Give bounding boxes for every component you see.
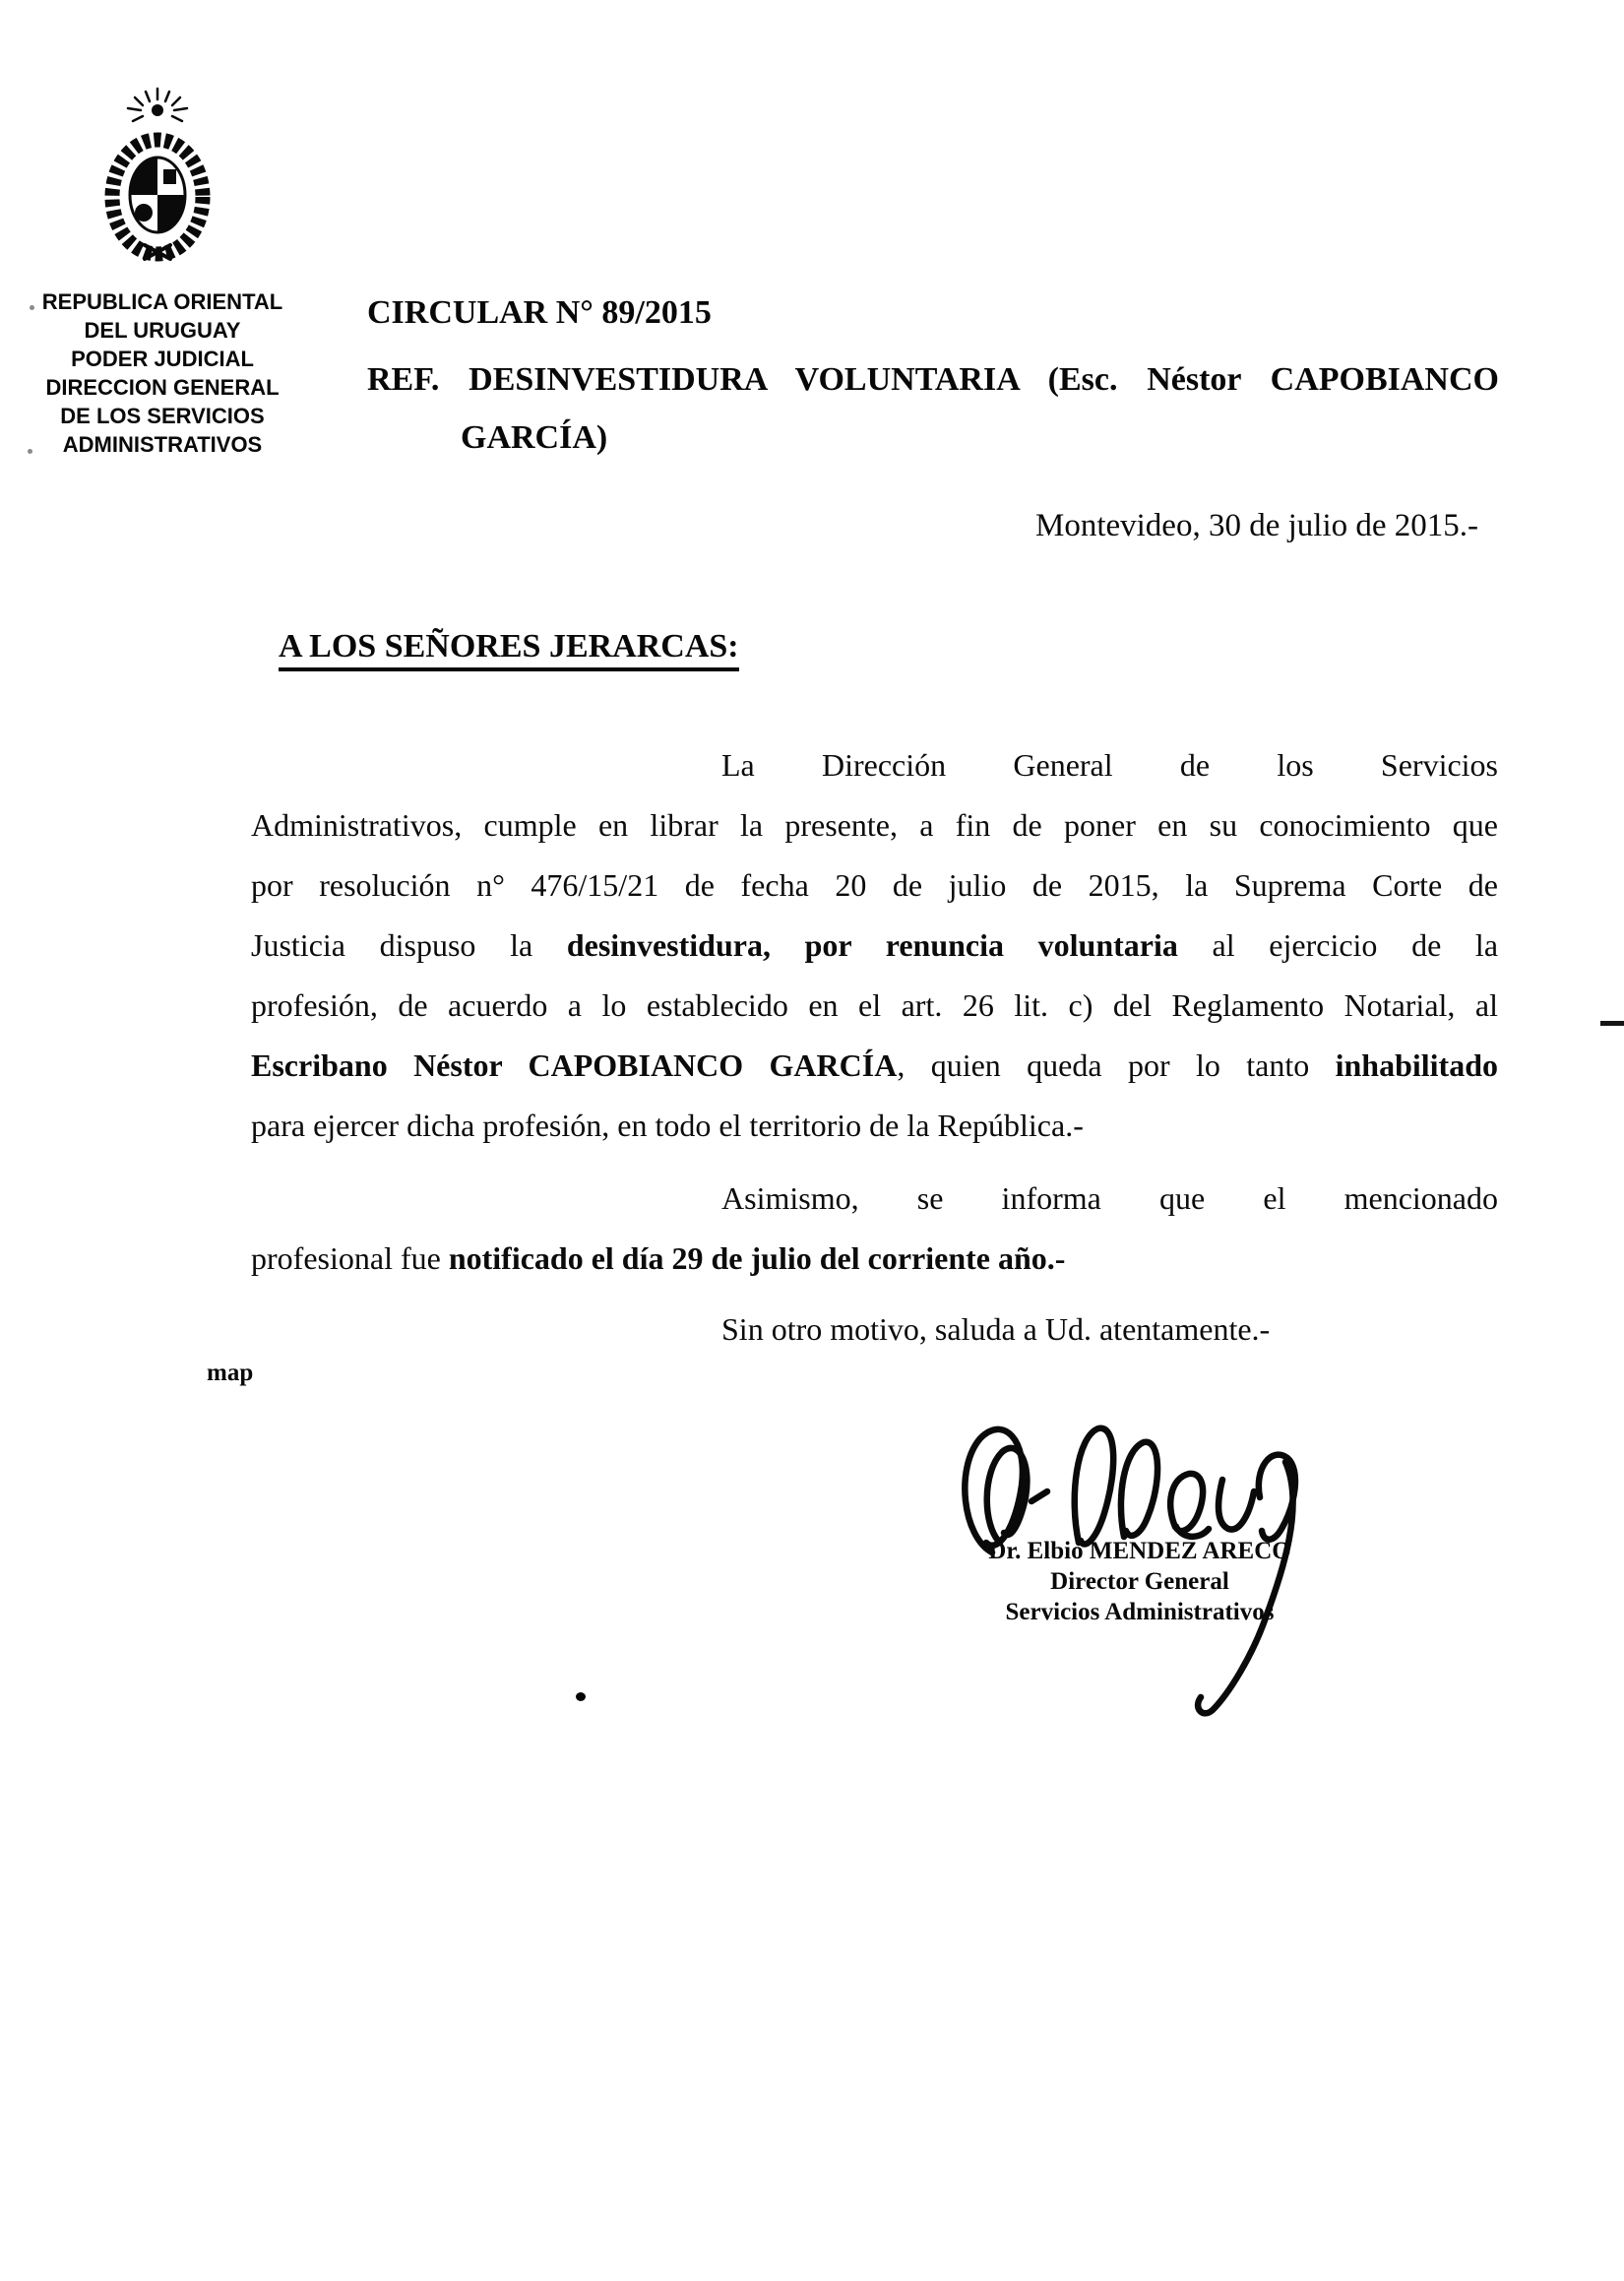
body-run: profesional fue [251, 1240, 449, 1276]
circular-number: CIRCULAR N° 89/2015 [367, 294, 712, 331]
body-line [251, 735, 1498, 795]
body-run-bold: inhabilitado [1335, 1047, 1498, 1083]
body-run: para ejercer dicha profesión, en todo el territorio de la República.- [251, 1108, 1084, 1143]
salutation [279, 628, 739, 665]
letterhead-org-line: DIRECCION GENERAL [45, 375, 280, 400]
body-run-bold: desinvestidura, por renuncia voluntaria [566, 927, 1178, 963]
body-run-bold: notificado el día 29 de julio del corriente año.- [448, 1240, 1066, 1276]
body-paragraph [251, 1169, 1498, 1289]
scan-artifact-dot [576, 1692, 586, 1701]
body-line [251, 1229, 1498, 1289]
reference-line-1: REF. DESINVESTIDURA VOLUNTARIA (Esc. Néstor CAPOBIANCO [367, 361, 1499, 398]
body-line [251, 795, 1498, 855]
scan-speck [30, 305, 34, 310]
scan-artifact-dash [1600, 1021, 1624, 1026]
letterhead-org-line: PODER JUDICIAL [71, 347, 254, 371]
body-run: Sin otro motivo, saluda a Ud. atentamente.- [721, 1311, 1271, 1347]
body-line [251, 916, 1498, 976]
handwritten-signature [935, 1403, 1358, 1728]
letterhead-org-line: REPUBLICA ORIENTAL [41, 289, 283, 314]
body-run: Justicia dispuso la [251, 927, 567, 963]
body-run-bold: Escribano Néstor CAPOBIANCO GARCÍA [251, 1047, 898, 1083]
letterhead-org [20, 287, 305, 459]
signatory-office: Servicios Administrativos [1005, 1599, 1275, 1625]
dateline: Montevideo, 30 de julio de 2015.- [1034, 508, 1478, 543]
body-run: Asimismo, se informa que el mencionado [721, 1180, 1498, 1216]
letterhead-org-line: DEL URUGUAY [84, 318, 241, 343]
scan-speck [28, 449, 32, 454]
reference-line-2: GARCÍA) [461, 419, 608, 456]
body-line [251, 855, 1498, 916]
body-paragraph [251, 735, 1498, 1156]
body-text [251, 735, 1498, 1360]
body-line [251, 1096, 1498, 1156]
body-run: Administrativos, cumple en librar la presente, a fin de poner en su conocimiento que [251, 807, 1498, 843]
signatory-title: Director General [1050, 1568, 1229, 1595]
body-run: La Dirección General de los Servicios [721, 747, 1498, 783]
body-run: profesión, de acuerdo a lo establecido en el art. 26 lit. c) del Reglamento Notarial, al [251, 987, 1498, 1023]
signatory-name: Dr. Elbio MENDEZ ARECO [988, 1538, 1291, 1564]
body-line [251, 1169, 1498, 1229]
letterhead-org-line: ADMINISTRATIVOS [62, 432, 263, 457]
body-run: , quien queda por lo tanto [897, 1047, 1336, 1083]
uruguay-coat-of-arms-icon [89, 85, 226, 272]
body-line [251, 976, 1498, 1036]
reference-block [367, 350, 1499, 467]
body-line [251, 1036, 1498, 1096]
letterhead-org-line: DE LOS SERVICIOS [60, 404, 265, 428]
body-run: por resolución n° 476/15/21 de fecha 20 de julio de 2015, la Suprema Corte de [251, 867, 1498, 903]
body-line [251, 1299, 1498, 1360]
body-run: al ejercicio de la [1177, 927, 1499, 963]
typist-initials: map [207, 1360, 254, 1386]
salutation-text: A LOS SEÑORES JERARCAS: [279, 628, 739, 671]
body-paragraph [251, 1299, 1498, 1360]
